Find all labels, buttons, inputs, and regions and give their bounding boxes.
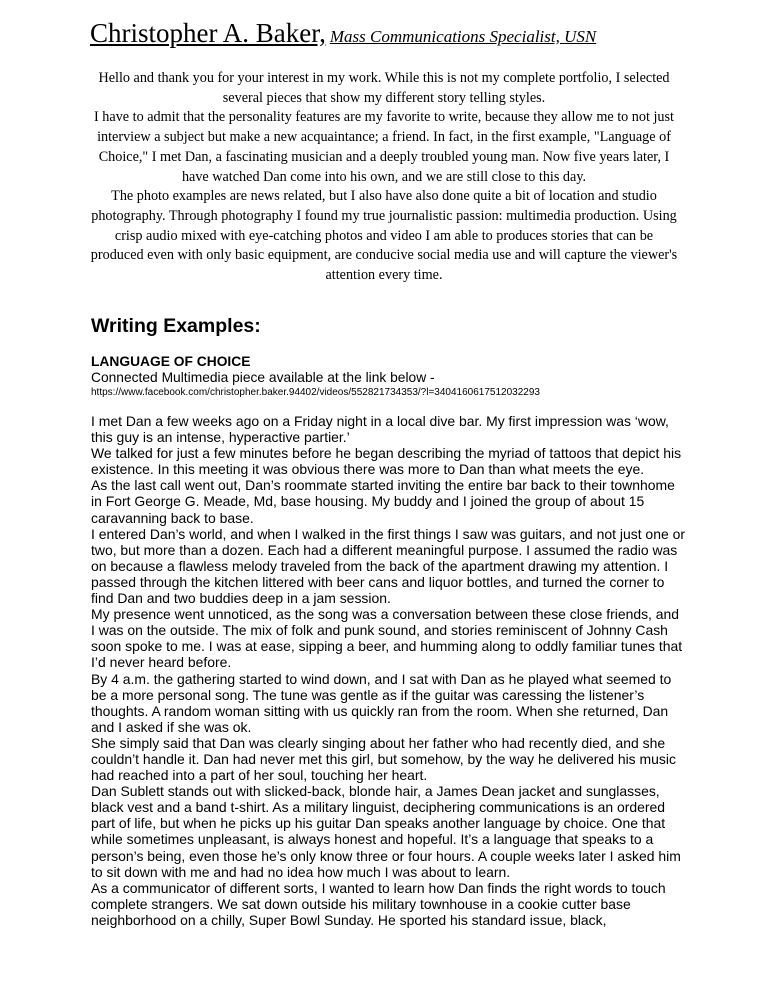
- resume-header: [90, 18, 690, 49]
- article-paragraph: I met Dan a few weeks ago on a Friday night in a local dive bar. My first impression was ‘wow, this guy is an intense, hyperactive partier.’: [91, 413, 669, 446]
- article-paragraph: My presence went unnoticed, as the song was a conversation between these close friends, and I was on the outside. The mix of folk and punk sound, and stories reminiscent of Johnny Cash soon spoke to me. I was at ease, sipping a beer, and humming along to oddly familiar tunes that I’d never heard before.: [91, 606, 683, 671]
- author-name: Christopher A. Baker,: [90, 18, 326, 48]
- article-paragraph: As the last call went out, Dan’s roommate started inviting the entire bar back to their townhome in Fort George G. Meade, Md, base housing. My buddy and I joined the group of about 15 caravanning back to base.: [91, 477, 675, 526]
- article-paragraph: I entered Dan’s world, and when I walked in the first things I saw was guitars, and not just one or two, but more than a dozen. Each had a different meaningful purpose. I assumed the radio was on because a flawless melody traveled from the back of the apartment drawing my attention. I passed through the kitchen littered with beer cans and liquor bottles, and turned the corner to find Dan and two buddies deep in a jam session.: [91, 525, 685, 607]
- section-heading: Writing Examples:: [91, 315, 261, 337]
- intro-text: [88, 69, 680, 286]
- article-paragraph: By 4 a.m. the gathering started to wind down, and I sat with Dan as he played what seemed to be a more personal song. The tune was gentle as if the guitar was caressing the listener’s thoughts. A random woman sitting with us quickly ran from the room. When she returned, Dan and I asked if she was ok.: [91, 670, 672, 735]
- article-paragraph: She simply said that Dan was clearly singing about her father who had recently died, and she couldn’t handle it. Dan had never met this girl, but somehow, by the way he delivered his music had reached into a part of her soul, touching her heart.: [91, 734, 676, 784]
- article-paragraph: As a communicator of different sorts, I wanted to learn how Dan finds the right words to touch complete strangers. We sat down outside his military townhouse in a cookie cutter base neighborhood on a chilly, Super Bowl Sunday. He sported his standard issue, black,: [91, 879, 666, 928]
- article-paragraph: Dan Sublett stands out with slicked-back, blonde hair, a James Dean jacket and sunglasses, black vest and a band t-shirt. As a military linguist, deciphering communications is an ordered part of life, but when he picks up his guitar Dan speaks another language by choice. One that while sometimes unpleasant, is always honest and hopeful. It’s a language that speaks to a person’s being, even those he’s only know three or four hours. A couple weeks later I asked him to sit down with me and had no idea how much I was about to learn.: [91, 783, 681, 880]
- intro-paragraph: I have to admit that the personality features are my favorite to write, because they allow me to not just interview a subject but make a new acquaintance; a friend. In fact, in the first example, "Language of Choice," I met Dan, a fascinating musician and a deeply troubled young man. Now five years later, I have watched Dan come into his own, and we are still close to this day.: [94, 109, 674, 185]
- article-title: LANGUAGE OF CHOICE: [91, 354, 251, 369]
- article-subtitle: Connected Multimedia piece available at the link below -: [91, 370, 435, 385]
- intro-paragraph: Hello and thank you for your interest in my work. While this is not my complete portfolio, I selected several pieces that show my different story telling styles.: [98, 70, 670, 106]
- author-job-title: Mass Communications Specialist, USN: [329, 27, 597, 46]
- intro-paragraph: The photo examples are news related, but I also have also done quite a bit of location and studio photography. Through photography I found my true journalistic passion: multimedia production. Using crisp audio mixed with eye-catching photos and video I am able to produces stories that can be produced even with only basic equipment, are conducive social media use and will capture the viewer's attention every time.: [90, 188, 678, 284]
- article-body: [91, 413, 685, 928]
- article-paragraph: We talked for just a few minutes before he began describing the myriad of tattoos that depict his existence. In this meeting it was obvious there was more to Dan than what meets the eye.: [91, 445, 682, 478]
- article-link[interactable]: https://www.facebook.com/christopher.baker.94402/videos/552821734353/?l=3404160617512032293: [91, 387, 540, 398]
